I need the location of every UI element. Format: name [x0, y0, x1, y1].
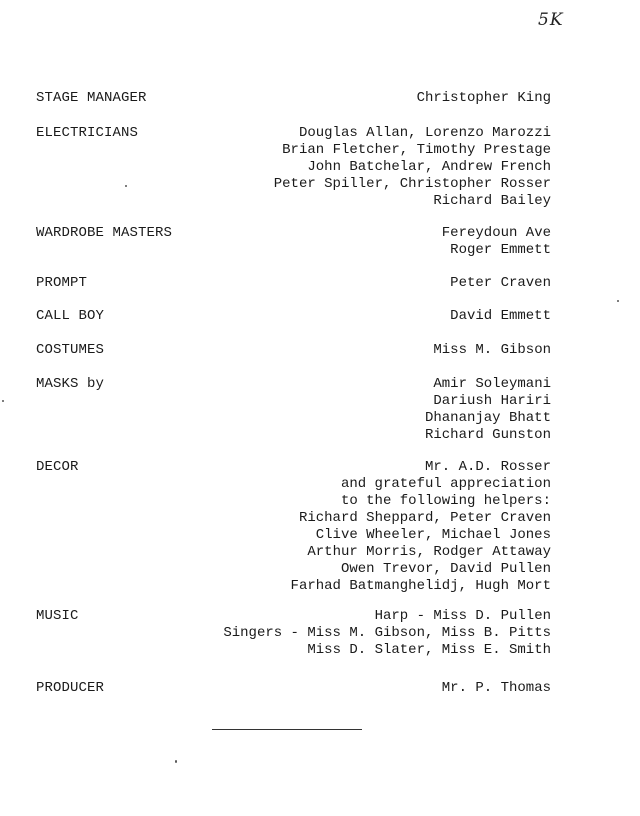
credit-name: and grateful appreciation: [340, 476, 551, 492]
credit-role: WARDROBE MASTERS: [36, 225, 173, 241]
credit-role: DECOR: [36, 459, 79, 475]
credit-name: Mr. A.D. Rosser: [424, 459, 551, 475]
credit-name: David Emmett: [450, 308, 551, 324]
credit-name: Brian Fletcher, Timothy Prestage: [282, 142, 551, 158]
credit-names: [425, 376, 551, 444]
credit-name: John Batchelar, Andrew French: [307, 159, 551, 175]
credit-role: STAGE MANAGER: [36, 90, 147, 106]
credit-name: Mr. P. Thomas: [441, 680, 551, 696]
credit-names: [291, 459, 551, 595]
credit-name: Harp - Miss D. Pullen: [374, 608, 551, 624]
credit-name: to the following helpers:: [340, 493, 551, 509]
credit-name: Singers - Miss M. Gibson, Miss B. Pitts: [223, 625, 551, 641]
credit-names: [433, 342, 551, 359]
paper-speck: [2, 400, 4, 402]
credit-role: COSTUMES: [36, 342, 105, 358]
credit-name: Arthur Morris, Rodger Attaway: [307, 544, 551, 560]
credit-role: ELECTRICIANS: [36, 125, 139, 141]
paper-speck: [125, 185, 127, 187]
paper-speck: [175, 760, 177, 763]
credit-names: [442, 225, 551, 259]
credit-names: [450, 275, 551, 292]
credit-role: PRODUCER: [36, 680, 105, 696]
credit-name: Christopher King: [416, 90, 551, 106]
credit-name: Richard Sheppard, Peter Craven: [298, 510, 551, 526]
credit-name: Fereydoun Ave: [441, 225, 551, 241]
credit-name: Douglas Allan, Lorenzo Marozzi: [298, 125, 551, 141]
credit-name: Miss D. Slater, Miss E. Smith: [307, 642, 551, 658]
credit-name: Miss M. Gibson: [433, 342, 551, 358]
credit-name: Owen Trevor, David Pullen: [340, 561, 551, 577]
page-number-mark: 5K: [538, 10, 564, 30]
credit-name: Peter Craven: [450, 275, 551, 291]
credit-names: [417, 90, 551, 107]
credit-name: Dariush Hariri: [433, 393, 551, 409]
paper-speck: [617, 300, 619, 302]
credit-name: Amir Soleymani: [433, 376, 551, 392]
credit-name: Richard Bailey: [433, 193, 551, 209]
credit-role: MUSIC: [36, 608, 79, 624]
credit-names: [223, 608, 551, 659]
credit-role: CALL BOY: [36, 308, 105, 324]
credit-name: Roger Emmett: [450, 242, 551, 258]
credit-name: Peter Spiller, Christopher Rosser: [273, 176, 551, 192]
credit-names: [450, 308, 551, 325]
credit-names: [442, 680, 551, 697]
credit-names: [274, 125, 551, 210]
credit-name: Farhad Batmanghelidj, Hugh Mort: [290, 578, 551, 594]
credit-name: Clive Wheeler, Michael Jones: [315, 527, 551, 543]
credit-name: Dhananjay Bhatt: [424, 410, 551, 426]
credit-role: PROMPT: [36, 275, 88, 291]
closing-rule: [212, 729, 362, 730]
credit-name: Richard Gunston: [424, 427, 551, 443]
credit-role: MASKS by: [36, 376, 105, 392]
